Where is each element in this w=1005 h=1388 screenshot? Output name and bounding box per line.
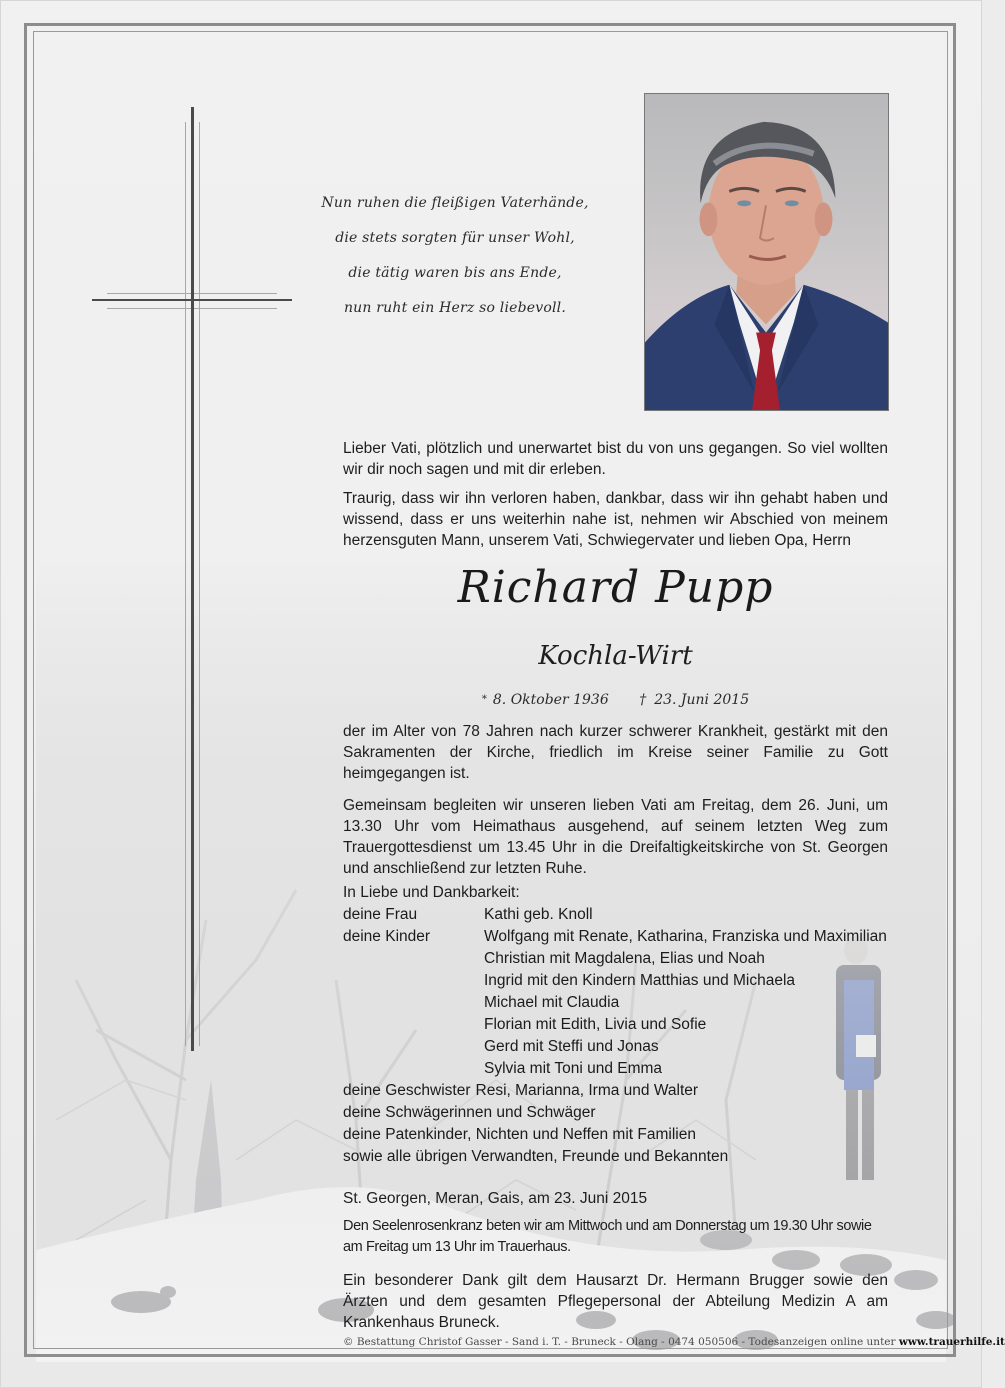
birth-star-icon: * [481, 694, 487, 705]
poem-line: die tätig waren bis ans Ende, [348, 265, 562, 281]
mourner-role: deine Frau [343, 906, 418, 923]
cross-horizontal-beam [92, 299, 292, 301]
mourner-role [343, 1036, 484, 1058]
deceased-nickname: Kochla-Wirt [538, 641, 693, 671]
mourner-role [343, 970, 484, 992]
place-and-date: St. Georgen, Meran, Gais, am 23. Juni 2015 [343, 1190, 648, 1207]
mourner-row [343, 926, 903, 948]
memorial-poem [300, 186, 610, 326]
mourner-names: Sylvia mit Toni und Emma [484, 1060, 663, 1077]
rosary-announcement: Den Seelenrosenkranz beten wir am Mittwoch und am Donnerstag um 19.30 Uhr sowie am Freitag um 13 Uhr im Trauerhaus. [343, 1218, 872, 1255]
mourner-role: deine Geschwister [343, 1082, 471, 1099]
mourner-role [343, 1058, 484, 1080]
mourners-heading: In Liebe und Dankbarkeit: [343, 884, 520, 901]
mourner-row [343, 970, 903, 992]
birth-date: * 8. Oktober 1936 [481, 692, 609, 708]
mourner-names: Florian mit Edith, Livia und Sofie [484, 1016, 707, 1033]
poem-line: die stets sorgten für unser Wohl, [335, 230, 575, 246]
poem-line: nun ruht ein Herz so liebevoll. [343, 300, 567, 316]
poem-line: Nun ruhen die fleißigen Vaterhände, [321, 195, 589, 211]
mourner-extra-line: sowie alle übrigen Verwandten, Freunde und Bekannten [343, 1148, 729, 1165]
mourner-row [343, 992, 903, 1014]
mourner-names: Ingrid mit den Kindern Matthias und Michaela [484, 972, 796, 989]
mourner-names: Wolfgang mit Renate, Katharina, Franziska und Maximilian [484, 928, 887, 945]
mourner-names: Christian mit Magdalena, Elias und Noah [484, 950, 765, 967]
mourner-names: Gerd mit Steffi und Jonas [484, 1038, 659, 1055]
cross-outline-left [185, 122, 186, 1046]
mourner-extra-line: deine Schwägerinnen und Schwäger [343, 1104, 596, 1121]
mourner-names: Michael mit Claudia [484, 994, 620, 1011]
mourner-row [343, 1014, 903, 1036]
mourner-role [343, 1014, 484, 1036]
death-cross-icon: † [639, 692, 647, 708]
cross-vertical-beam [191, 107, 194, 1051]
mourner-role [343, 948, 484, 970]
mourner-row [343, 948, 903, 970]
deceased-name: Richard Pupp [457, 562, 774, 613]
intro-paragraph-2: Traurig, dass wir ihn verloren haben, dankbar, dass wir ihn gehabt haben und wissend, dass er uns weiterhin nahe ist, nehmen wir Abschied von meinem herzensguten Mann, unserem Vati, Schwiegervater und lieben Opa, Herrn [343, 490, 888, 549]
portrait-photo [644, 93, 889, 411]
mourner-extra-line: deine Patenkinder, Nichten und Neffen mit Familien [343, 1126, 696, 1143]
mourner-names: Resi, Marianna, Irma und Walter [475, 1082, 699, 1099]
intro-paragraph-1: Lieber Vati, plötzlich und unerwartet bist du von uns gegangen. So viel wollten wir dir noch sagen und mit dir erleben. [343, 440, 888, 478]
mourner-row [343, 1036, 903, 1058]
mourner-row [343, 1058, 903, 1080]
life-dates [343, 689, 888, 711]
footer-website-link[interactable]: www.trauerhilfe.it [898, 1336, 1005, 1348]
cross-outline-right [199, 122, 200, 1046]
mourner-role [343, 992, 484, 1014]
passing-details-paragraph: der im Alter von 78 Jahren nach kurzer schwerer Krankheit, gestärkt mit den Sakramenten der Kirche, friedlich im Kreise seiner Familie zu Gott heimgegangen ist. [343, 723, 888, 782]
mourner-names: Kathi geb. Knoll [484, 906, 593, 923]
funeral-home-footer [343, 1334, 1005, 1350]
special-thanks-paragraph: Ein besonderer Dank gilt dem Hausarzt Dr. Hermann Brugger sowie den Ärzten und dem gesamten Pflegepersonal der Abteilung Medizin A am Krankenhaus Bruneck. [343, 1272, 888, 1331]
death-date: † 23. Juni 2015 [639, 692, 750, 708]
mourners-list [343, 904, 903, 1168]
funeral-details-paragraph: Gemeinsam begleiten wir unseren lieben Vati am Freitag, dem 26. Juni, um 13.30 Uhr vom Heimathaus ausgehend, auf seinem letzten Weg zum Trauergottesdienst um 13.45 Uhr in die Dreifaltigkeitskirche von St. Georgen und anschließend zur letzten Ruhe. [343, 797, 888, 877]
mourner-row [343, 1080, 903, 1102]
footer-text: © Bestattung Christof Gasser - Sand i. T. - Bruneck - Olang - 0474 050506 - Todesanzeigen online unter [343, 1336, 899, 1348]
mourner-role: deine Kinder [343, 928, 431, 945]
mourner-row [343, 904, 903, 926]
